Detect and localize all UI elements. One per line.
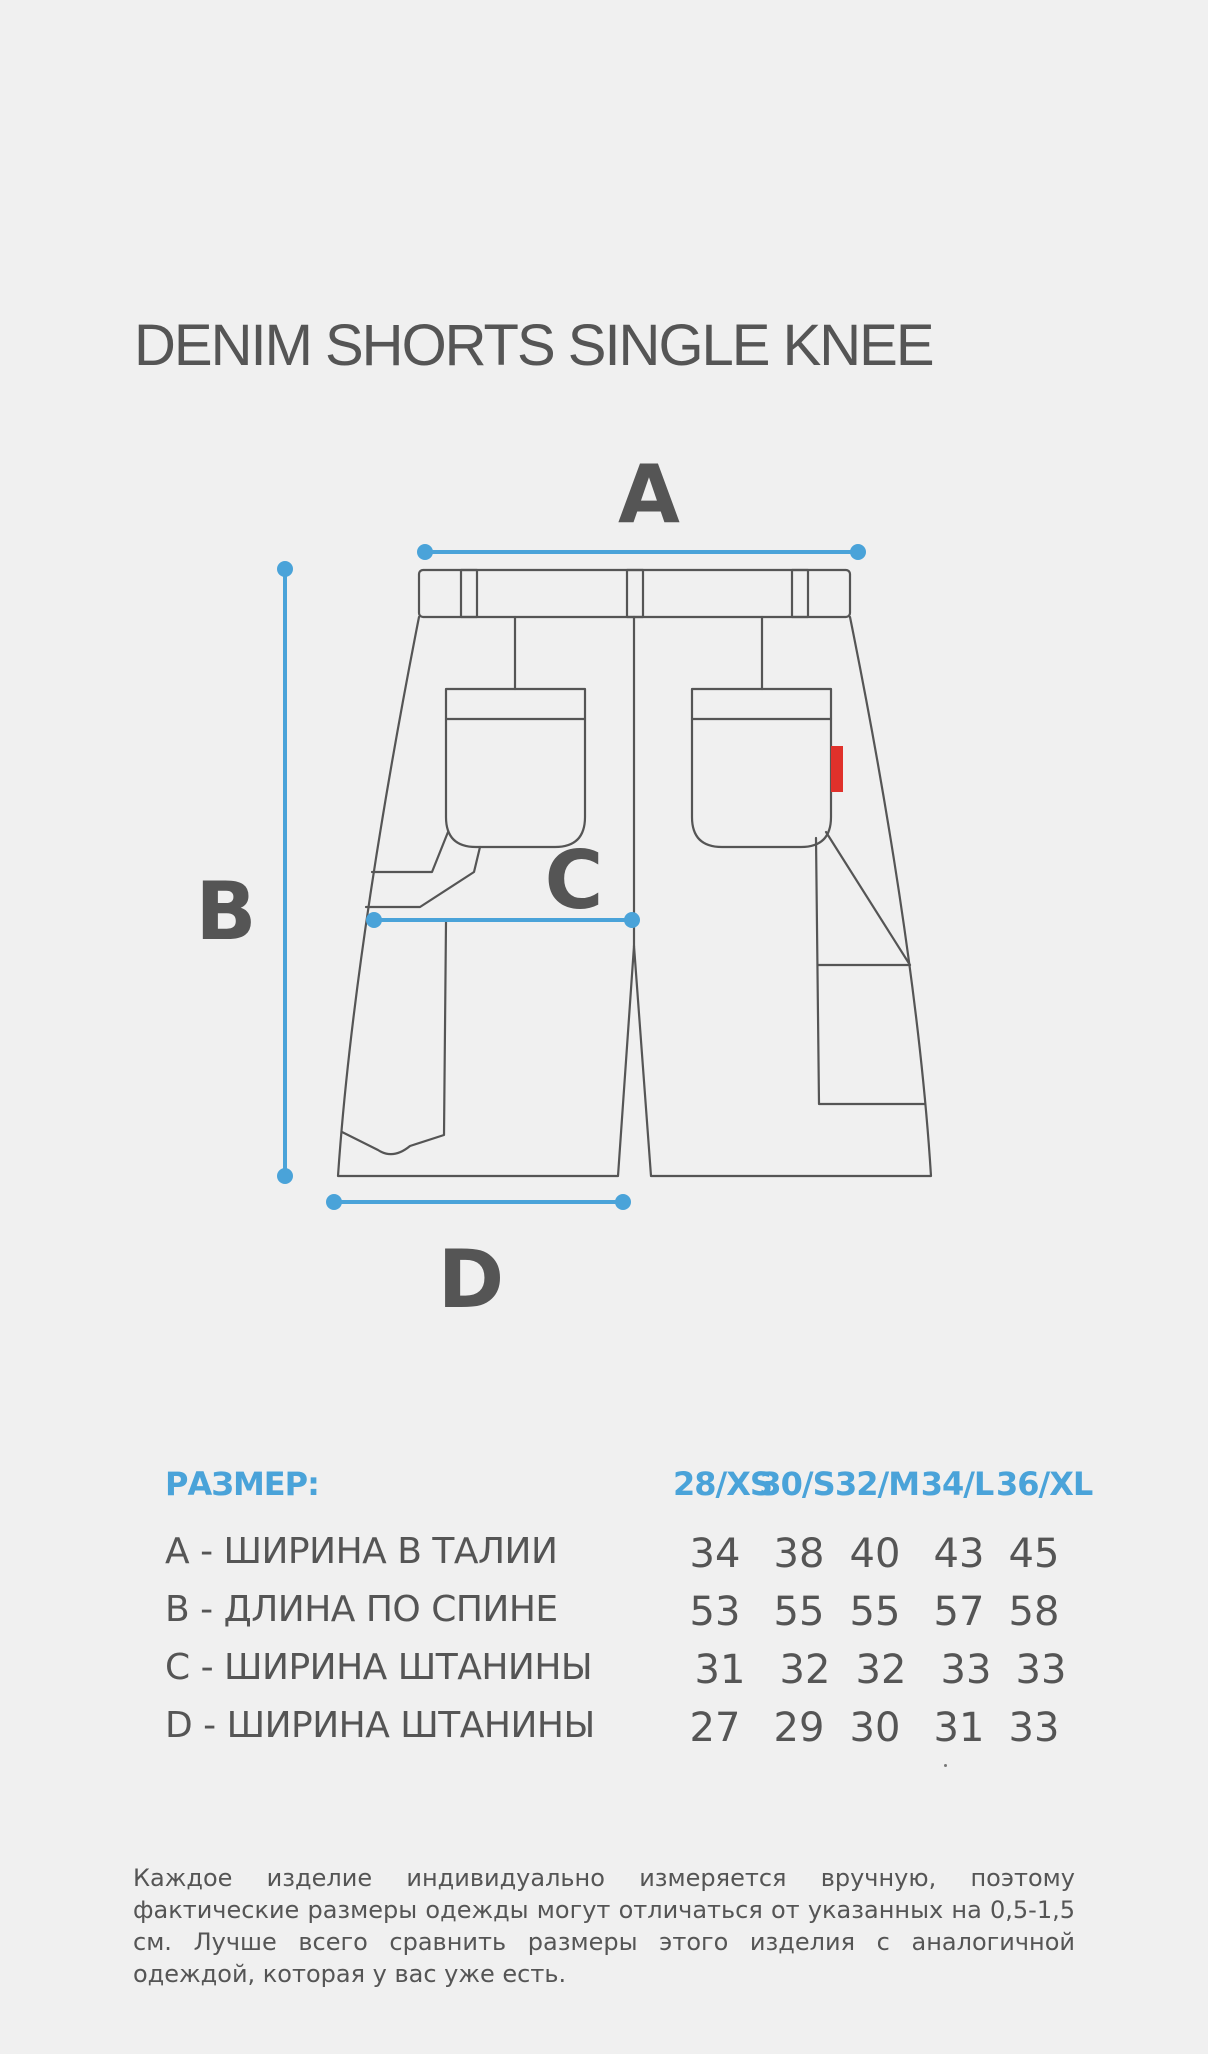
table-cell: 55 bbox=[773, 1589, 825, 1635]
table-row-d bbox=[165, 1705, 1085, 1763]
table-cell: 29 bbox=[773, 1705, 825, 1751]
row-label: A - ШИРИНА В ТАЛИИ bbox=[165, 1531, 558, 1572]
table-cell: 38 bbox=[773, 1531, 825, 1577]
table-row-b bbox=[165, 1589, 1085, 1647]
table-cell: 32 bbox=[779, 1647, 831, 1693]
left-back-pocket bbox=[446, 689, 585, 847]
table-cell: 57 bbox=[933, 1589, 985, 1635]
row-label: C - ШИРИНА ШТАНИНЫ bbox=[165, 1647, 593, 1688]
table-cell: 32 bbox=[855, 1647, 907, 1693]
table-cell: 33 bbox=[940, 1647, 992, 1693]
measurement-note: Каждое изделие индивидуально измеряется вручную, поэтому фактические размеры одежды могут отличаться от указанных на 0,5-1,5 см. Лучше всего сравнить размеры этого изделия с аналогичной одеждой, которая у вас уже есть. bbox=[133, 1864, 1075, 1988]
page-title: DENIM SHORTS SINGLE KNEE bbox=[134, 313, 933, 378]
size-36-xl: 36/XL bbox=[996, 1465, 1093, 1503]
size-30-s: 30/S bbox=[759, 1465, 835, 1503]
size-32-m: 32/M bbox=[835, 1465, 920, 1503]
table-cell: 53 bbox=[689, 1589, 741, 1635]
table-cell: 43 bbox=[933, 1531, 985, 1577]
table-cell: 30 bbox=[849, 1705, 901, 1751]
belt-loop-center bbox=[627, 570, 643, 617]
shorts-outline bbox=[338, 570, 931, 1176]
belt-loop-left bbox=[461, 570, 477, 617]
dimension-b-label: B bbox=[195, 865, 257, 958]
size-header-label: РАЗМЕР: bbox=[165, 1465, 319, 1503]
table-row-c bbox=[165, 1647, 1085, 1705]
size-34-l: 34/L bbox=[920, 1465, 994, 1503]
size-28-xs: 28/XS bbox=[673, 1465, 772, 1503]
row-label: D - ШИРИНА ШТАНИНЫ bbox=[165, 1705, 595, 1746]
size-table-header bbox=[165, 1465, 1093, 1531]
belt-loop-right bbox=[792, 570, 808, 617]
table-cell: 45 bbox=[1008, 1531, 1060, 1577]
table-cell: 58 bbox=[1008, 1589, 1060, 1635]
table-cell: 27 bbox=[689, 1705, 741, 1751]
dimension-a-label: A bbox=[618, 448, 680, 541]
left-hammer-loop bbox=[372, 832, 448, 872]
red-brand-tag bbox=[831, 746, 843, 792]
table-cell: 55 bbox=[849, 1589, 901, 1635]
right-back-pocket bbox=[692, 689, 831, 847]
row-label: B - ДЛИНА ПО СПИНЕ bbox=[165, 1589, 558, 1630]
size-table bbox=[165, 1465, 1093, 1763]
right-leg-panel bbox=[816, 838, 925, 1104]
table-cell: 34 bbox=[689, 1531, 741, 1577]
left-leg-panel bbox=[342, 922, 446, 1154]
dimension-d-label: D bbox=[437, 1233, 505, 1326]
table-cell: 31 bbox=[694, 1647, 746, 1693]
dimension-c-label: C bbox=[544, 834, 604, 927]
right-leg-outline bbox=[634, 617, 931, 1176]
table-cell: 31 bbox=[933, 1705, 985, 1751]
table-cell: 33 bbox=[1008, 1705, 1060, 1751]
table-row-a bbox=[165, 1531, 1085, 1589]
table-cell: 40 bbox=[849, 1531, 901, 1577]
decorative-dot bbox=[944, 1764, 947, 1767]
waistband bbox=[419, 570, 850, 617]
table-cell: 33 bbox=[1015, 1647, 1067, 1693]
